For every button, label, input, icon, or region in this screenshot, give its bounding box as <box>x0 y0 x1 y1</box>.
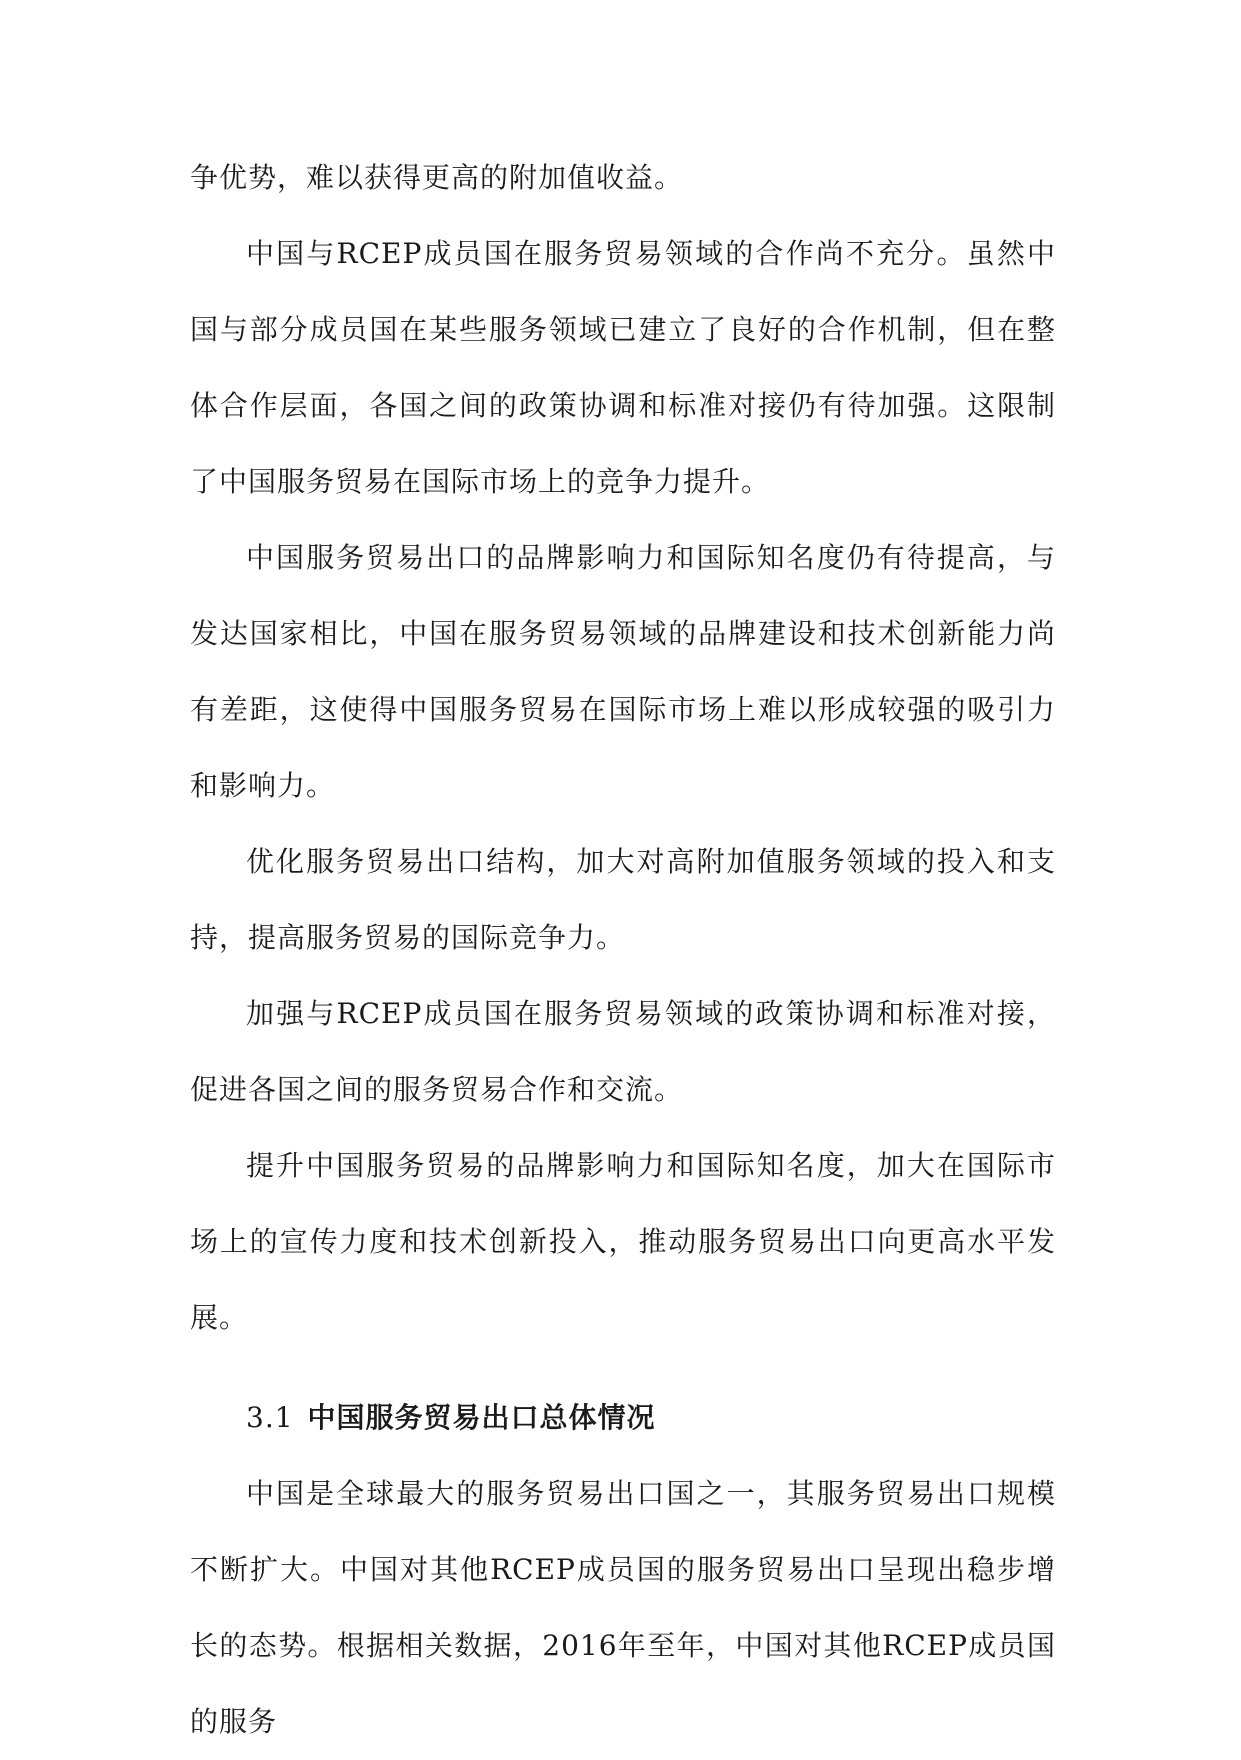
paragraph-cooperation: 中国与RCEP成员国在服务贸易领域的合作尚不充分。虽然中国与部分成员国在某些服务领域已建立了良好的合作机制，但在整体合作层面，各国之间的政策协调和标准对接仍有待加强。这限制了中国服务贸易在国际市场上的竞争力提升。 <box>190 237 1056 498</box>
paragraph-policy-coordination: 加强与RCEP成员国在服务贸易领域的政策协调和标准对接，促进各国之间的服务贸易合作和交流。 <box>190 997 1056 1106</box>
paragraph-overall-situation: 中国是全球最大的服务贸易出口国之一，其服务贸易出口规模不断扩大。中国对其他RCEP成员国的服务贸易出口呈现出稳步增长的态势。根据相关数据，2016年至年，中国对其他RCEP成员国的服务 <box>190 1477 1056 1738</box>
paragraph-brand-influence: 中国服务贸易出口的品牌影响力和国际知名度仍有待提高，与发达国家相比，中国在服务贸易领域的品牌建设和技术创新能力尚有差距，这使得中国服务贸易在国际市场上难以形成较强的吸引力和影响力。 <box>190 541 1056 802</box>
section-number: 3.1 <box>246 1401 294 1434</box>
paragraph-optimize-structure: 优化服务贸易出口结构，加大对高附加值服务领域的投入和支持，提高服务贸易的国际竞争力。 <box>190 845 1056 954</box>
section-heading <box>190 1380 1056 1456</box>
paragraph-continuation: 争优势，难以获得更高的附加值收益。 <box>190 161 684 194</box>
paragraph-improve-brand: 提升中国服务贸易的品牌影响力和国际知名度，加大在国际市场上的宣传力度和技术创新投入，推动服务贸易出口向更高水平发展。 <box>190 1149 1056 1334</box>
section-title: 中国服务贸易出口总体情况 <box>307 1401 656 1434</box>
document-body <box>190 140 1056 1760</box>
